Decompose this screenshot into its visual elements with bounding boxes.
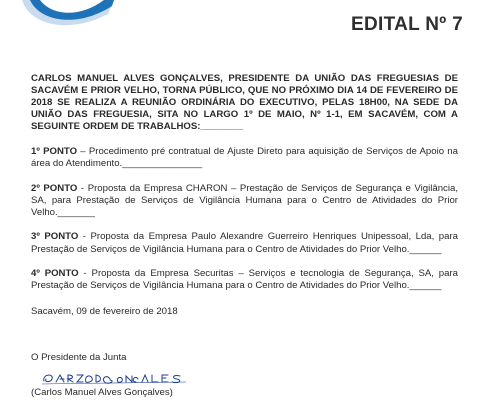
agenda-point-1 — [31, 146, 458, 171]
point-number: 1º PONTO — [31, 146, 78, 157]
point-text: – Procedimento pré contratual de Ajuste Direto para aquisição de Serviços de Apoio na área do Atendimento._______________ — [31, 146, 458, 170]
signatory-name: (Carlos Manuel Alves Gonçalves) — [31, 387, 173, 398]
point-text: - Proposta da Empresa Paulo Alexandre Guerreiro Henriques Unipessoal, Lda, para Prestação de Serviços de Vigilância Humana para o Centro de Atividades do Prior Velho.______ — [31, 231, 458, 255]
point-number: 4º PONTO — [31, 268, 79, 280]
freguesia-logo-icon — [0, 0, 130, 34]
place-date: Sacavém, 09 de fevereiro de 2018 — [31, 306, 178, 317]
point-number: 2º PONTO — [31, 182, 78, 194]
agenda-point-2 — [31, 183, 458, 220]
document-title: EDITAL Nº 7 — [351, 14, 463, 35]
agenda-point-4 — [31, 268, 458, 293]
intro-paragraph: CARLOS MANUEL ALVES GONÇALVES, PRESIDENTE DA UNIÃO DAS FREGUESIAS DE SACAVÉM E PRIOR VELHO, TORNA PÚBLICO, QUE NO PRÓXIMO DIA 14 DE FEVEREIRO DE 2018 SE REALIZA A REUNIÃO ORDINÁRIA DO EXECUTIVO, PELAS 18H00, NA SEDE DA UNIÃO DAS FREGUESIA, SITA NO LARGO 1º DE MAIO, Nº 1-1, EM SACAVÉM, COM A SEGUINTE ORDEM DE TRABALHOS:________ — [31, 73, 458, 133]
point-text: - Proposta da Empresa Securitas – Serviços e tecnologia de Segurança, SA, para Prestação de Serviços de Vigilância Humana para o Centro de Atividades do Prior Velho.______ — [31, 268, 458, 292]
agenda-point-3 — [31, 231, 458, 256]
handwritten-signature-icon — [40, 370, 190, 386]
point-number: 3º PONTO — [31, 231, 79, 243]
signatory-role: O Presidente da Junta — [31, 352, 127, 363]
agenda-points — [31, 146, 458, 305]
point-text: - Proposta da Empresa CHARON – Prestação de Serviços de Segurança e Vigilância, SA, para Prestação de Serviços de Vigilância Humana para o Centro de Atividades do Prior Velho._______ — [31, 182, 458, 219]
